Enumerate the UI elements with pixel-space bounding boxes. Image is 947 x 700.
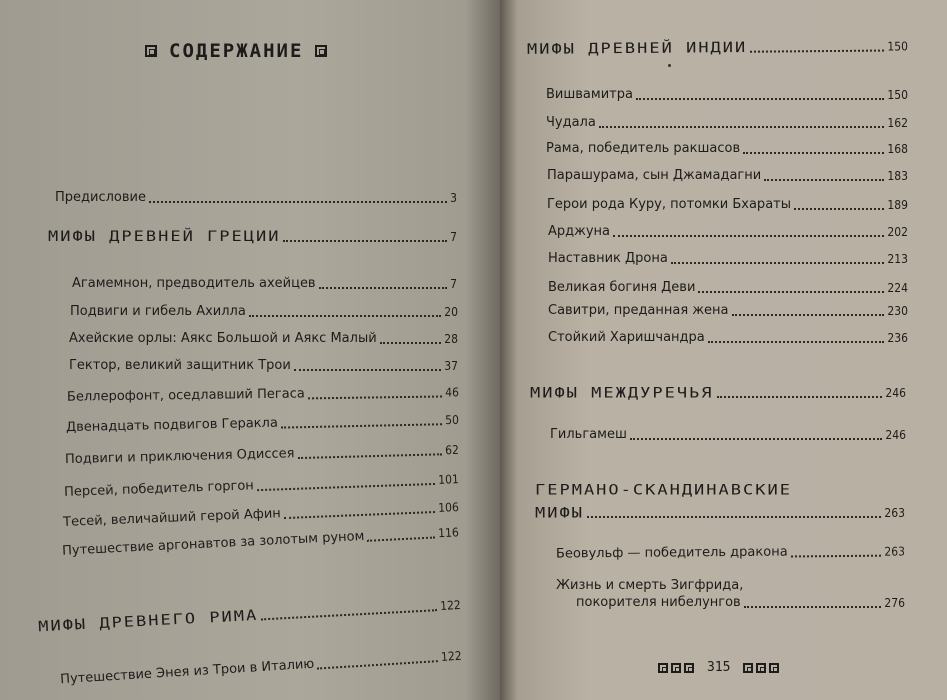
dot-leader (298, 453, 443, 459)
dot-leader (380, 342, 442, 344)
entry-title: Жизнь и смерть Зигфрида, (556, 578, 744, 593)
toc-section-heading-line1 (535, 478, 895, 498)
entry-page: 7 (450, 277, 457, 291)
section-title: ГЕРМАНО-СКАНДИНАВСКИЕ (535, 481, 792, 499)
entry-title: Тесей, величайший герой Афин (62, 506, 282, 530)
toc-entry[interactable] (576, 595, 905, 611)
dot-leader (794, 208, 884, 210)
toc-entry[interactable] (546, 115, 908, 131)
entry-page: 106 (437, 500, 460, 515)
entry-title: Парашурама, сын Джамадагни (547, 168, 762, 183)
dot-leader (308, 395, 442, 399)
dot-leader (717, 396, 883, 398)
entry-page: 150 (887, 39, 909, 54)
entry-title: Предисловие (55, 190, 146, 205)
contents-title (145, 40, 327, 62)
entry-page: 183 (887, 169, 908, 183)
entry-title: Герои рода Куру, потомки Бхараты (547, 197, 791, 212)
dot-leader (367, 536, 435, 541)
entry-page: 122 (439, 597, 462, 613)
dot-leader (791, 555, 882, 558)
entry-page: 116 (437, 525, 460, 541)
entry-title: Беовульф — победитель дракона (555, 544, 788, 562)
entry-page: 230 (887, 304, 908, 318)
dot-leader (630, 438, 883, 440)
toc-entry[interactable] (548, 330, 908, 346)
dot-leader (708, 341, 885, 343)
meander-ornament-icon (658, 663, 668, 673)
entry-title: Вишвамитра (546, 87, 633, 102)
toc-entry[interactable] (556, 543, 905, 562)
entry-page: 122 (440, 648, 463, 664)
entry-title: Гектор, великий защитник Трои (69, 358, 291, 373)
entry-title: Подвиги и гибель Ахилла (70, 304, 246, 319)
meander-ornament-icon (145, 45, 157, 57)
section-title: МИФЫ (535, 504, 584, 522)
toc-entry[interactable] (548, 224, 908, 240)
entry-page: 236 (887, 331, 908, 345)
section-title: МИФЫ МЕЖДУРЕЧЬЯ (530, 384, 714, 402)
toc-entry[interactable] (70, 304, 458, 320)
entry-page: 101 (438, 472, 460, 487)
dot-leader (249, 315, 441, 317)
section-title: МИФЫ ДРЕВНЕЙ ГРЕЦИИ (48, 228, 281, 246)
meander-ornament-icon (743, 663, 753, 673)
entry-title: Двенадцать подвигов Геракла (65, 415, 279, 436)
entry-page: 37 (444, 359, 458, 373)
toc-entry-line1 (556, 578, 856, 594)
meander-ornament-icon (769, 663, 779, 673)
entry-page: 162 (887, 116, 908, 130)
meander-ornament-icon (315, 45, 327, 57)
entry-title: Подвиги и приключения Одиссея (64, 446, 295, 468)
entry-title: Савитри, преданная жена (548, 303, 729, 318)
toc-entry[interactable] (55, 190, 457, 206)
entry-page: 7 (450, 230, 457, 244)
toc-section-heading[interactable] (48, 229, 457, 245)
dot-leader (283, 240, 447, 242)
dot-leader (599, 126, 885, 128)
dot-leader (671, 262, 885, 264)
dot-leader (698, 291, 884, 293)
meander-ornament-icon (684, 663, 694, 673)
toc-entry[interactable] (548, 303, 908, 319)
entry-page: 213 (887, 252, 908, 266)
dot-leader (613, 235, 884, 237)
dot-leader (750, 50, 884, 53)
entry-title: Великая богиня Деви (548, 280, 696, 295)
toc-entry[interactable] (546, 141, 908, 157)
dot-leader (587, 516, 881, 518)
entry-title: Рама, победитель ракшасов (546, 141, 741, 156)
entry-title: покорителя нибелунгов (576, 595, 741, 610)
entry-page: 263 (884, 506, 905, 520)
entry-page: 202 (887, 225, 908, 239)
entry-title: Чудала (546, 115, 596, 130)
entry-title: Ахейские орлы: Аякс Большой и Аякс Малый (69, 331, 377, 346)
dot-leader (732, 314, 885, 316)
entry-page: 168 (887, 142, 908, 156)
entry-title: Арджуна (548, 224, 611, 239)
entry-title: Стойкий Харишчандра (548, 330, 705, 345)
entry-title: Беллерофонт, оседлавший Пегаса (66, 386, 305, 405)
dot-leader (281, 423, 442, 428)
page-footer (658, 660, 779, 675)
contents-heading: СОДЕРЖАНИЕ (169, 40, 304, 62)
entry-title: Наставник Дрона (548, 251, 668, 266)
toc-entry[interactable] (548, 251, 908, 267)
speck (668, 64, 671, 67)
dot-leader (764, 179, 884, 181)
meander-ornament-icon (756, 663, 766, 673)
toc-entry[interactable] (547, 168, 908, 184)
entry-page: 20 (444, 305, 458, 319)
meander-ornament-icon (671, 663, 681, 673)
entry-page: 46 (445, 385, 460, 400)
page-number: 315 (707, 660, 731, 675)
toc-section-heading[interactable] (527, 38, 908, 57)
entry-title: Путешествие аргонавтов за золотым руном (61, 528, 365, 559)
entry-title: Персей, победитель горгон (63, 478, 255, 500)
entry-page: 3 (450, 191, 457, 205)
dot-leader (743, 152, 884, 154)
toc-entry[interactable] (69, 331, 458, 347)
toc-section-heading[interactable] (530, 385, 906, 401)
toc-entry[interactable] (546, 87, 908, 103)
entry-title: Гильгамеш (550, 427, 627, 442)
entry-page: 276 (884, 596, 905, 610)
section-title: МИФЫ ДРЕВНЕЙ ИНДИИ (526, 39, 748, 59)
dot-leader (319, 287, 448, 289)
dot-leader (636, 98, 884, 100)
toc-section-heading[interactable] (535, 505, 905, 521)
toc-entry[interactable] (547, 197, 908, 213)
entry-page: 150 (887, 88, 908, 102)
entry-page: 224 (887, 281, 908, 295)
dot-leader (294, 369, 441, 371)
dot-leader (149, 201, 447, 203)
entry-title: Агамемнон, предводитель ахейцев (72, 276, 316, 291)
entry-page: 50 (445, 412, 460, 428)
toc-entry[interactable] (69, 358, 458, 374)
toc-entry[interactable] (548, 280, 908, 296)
section-title: МИФЫ ДРЕВНЕГО РИМА (37, 607, 259, 636)
entry-title: Путешествие Энея из Трои в Италию (59, 656, 315, 688)
entry-page: 189 (887, 198, 908, 212)
entry-page: 263 (884, 544, 906, 559)
entry-page: 62 (445, 442, 460, 458)
toc-entry[interactable] (72, 276, 457, 292)
entry-page: 246 (885, 428, 906, 442)
dot-leader (744, 606, 882, 608)
toc-entry[interactable] (550, 427, 906, 443)
entry-page: 246 (885, 386, 906, 400)
entry-page: 28 (444, 332, 458, 346)
